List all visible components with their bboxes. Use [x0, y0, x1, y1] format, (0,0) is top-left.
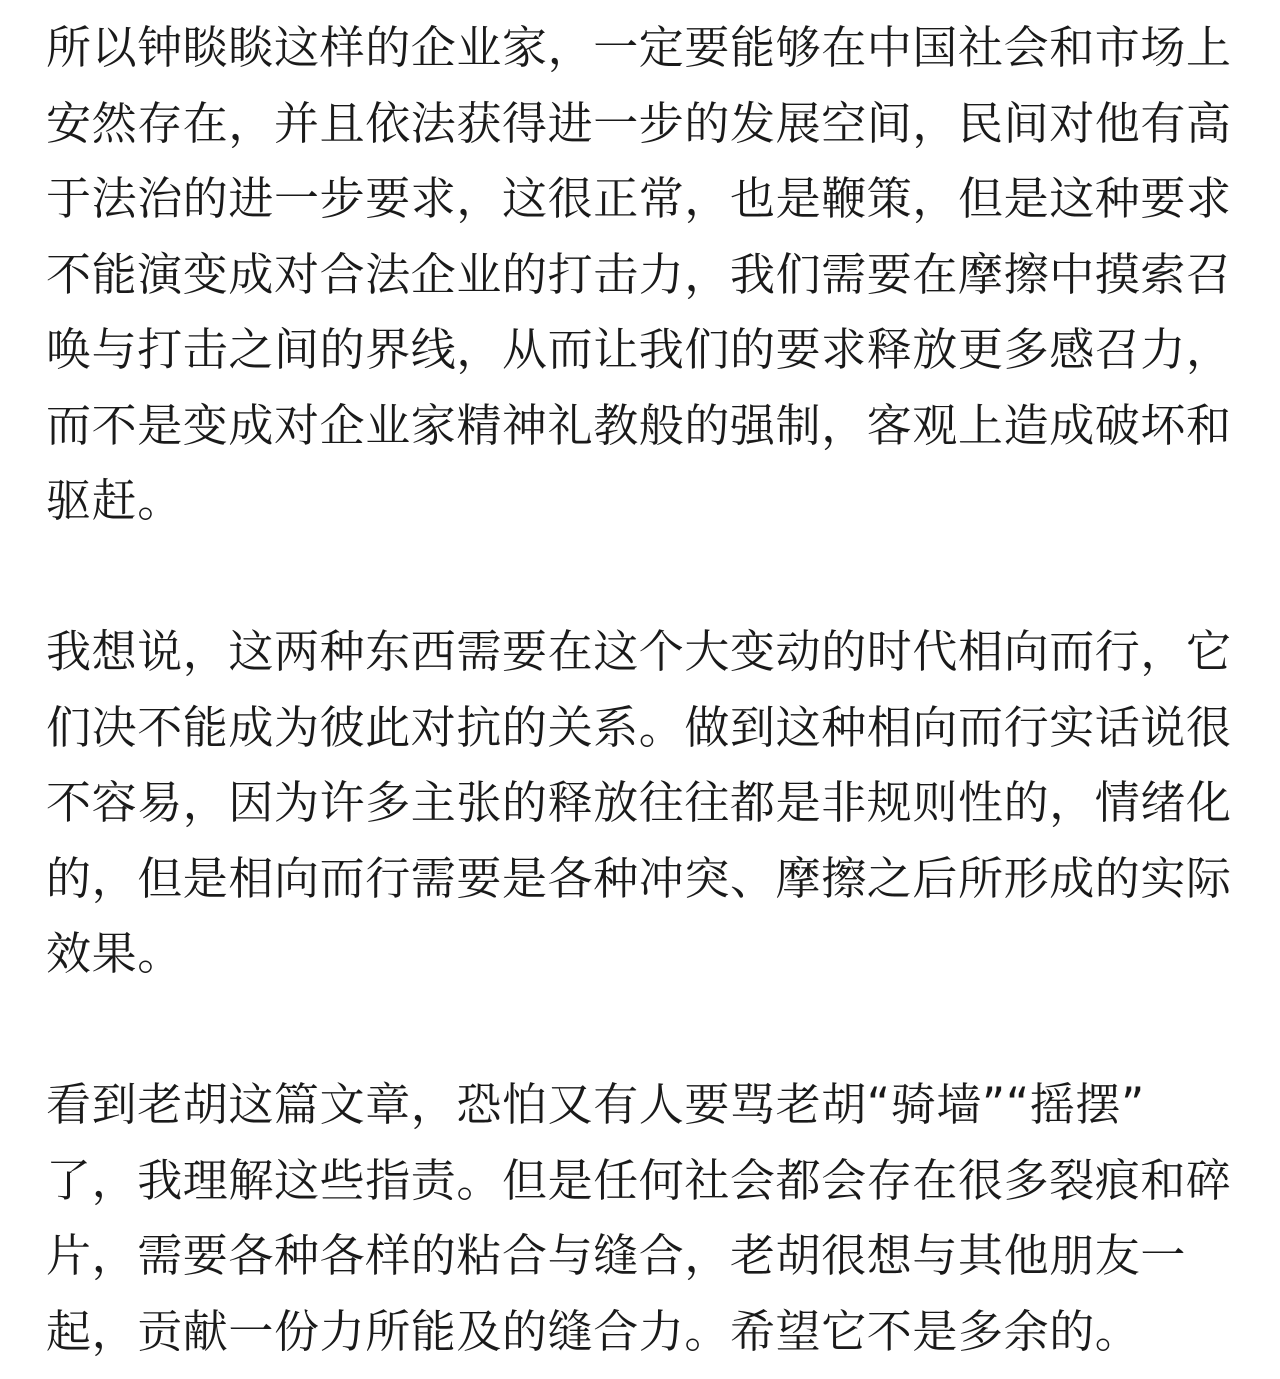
- text-line: 唤与打击之间的界线，从而让我们的要求释放更多感召力，: [46, 323, 1232, 376]
- text-line: 了，我理解这些指责。但是任何社会都会存在很多裂痕和碎: [46, 1153, 1232, 1207]
- text-line: 们决不能成为彼此对抗的关系。做到这种相向而行实话说很: [46, 700, 1232, 754]
- text-line: 于法治的进一步要求，这很正常，也是鞭策，但是这种要求: [46, 172, 1232, 225]
- text-line: 效果。: [46, 927, 183, 980]
- text-line: 起，贡献一份力所能及的缝合力。希望它不是多余的。: [46, 1304, 1141, 1358]
- text-line: 不能演变成对合法企业的打击力，我们需要在摩擦中摸索召: [46, 247, 1232, 301]
- paragraph-3: [46, 1067, 1234, 1369]
- text-line: 的，但是相向而行需要是各种冲突、摩擦之后所形成的实际: [46, 851, 1232, 905]
- text-line: 而不是变成对企业家精神礼教般的强制，客观上造成破坏和: [46, 398, 1232, 452]
- paragraph-1: [46, 10, 1234, 539]
- text-line: 所以钟睒睒这样的企业家，一定要能够在中国社会和市场上: [46, 21, 1232, 74]
- text-line: 安然存在，并且依法获得进一步的发展空间，民间对他有高: [46, 96, 1232, 150]
- text-line: 不容易，因为许多主张的释放往往都是非规则性的，情绪化: [46, 776, 1232, 829]
- text-line: 片，需要各种各样的粘合与缝合，老胡很想与其他朋友一: [46, 1229, 1187, 1282]
- text-line: 驱赶。: [46, 474, 183, 527]
- text-line: 看到老胡这篇文章，恐怕又有人要骂老胡“骑墙”“摇摆”: [46, 1078, 1145, 1131]
- paragraph-2: [46, 614, 1234, 992]
- text-line: 我想说，这两种东西需要在这个大变动的时代相向而行，它: [46, 625, 1232, 678]
